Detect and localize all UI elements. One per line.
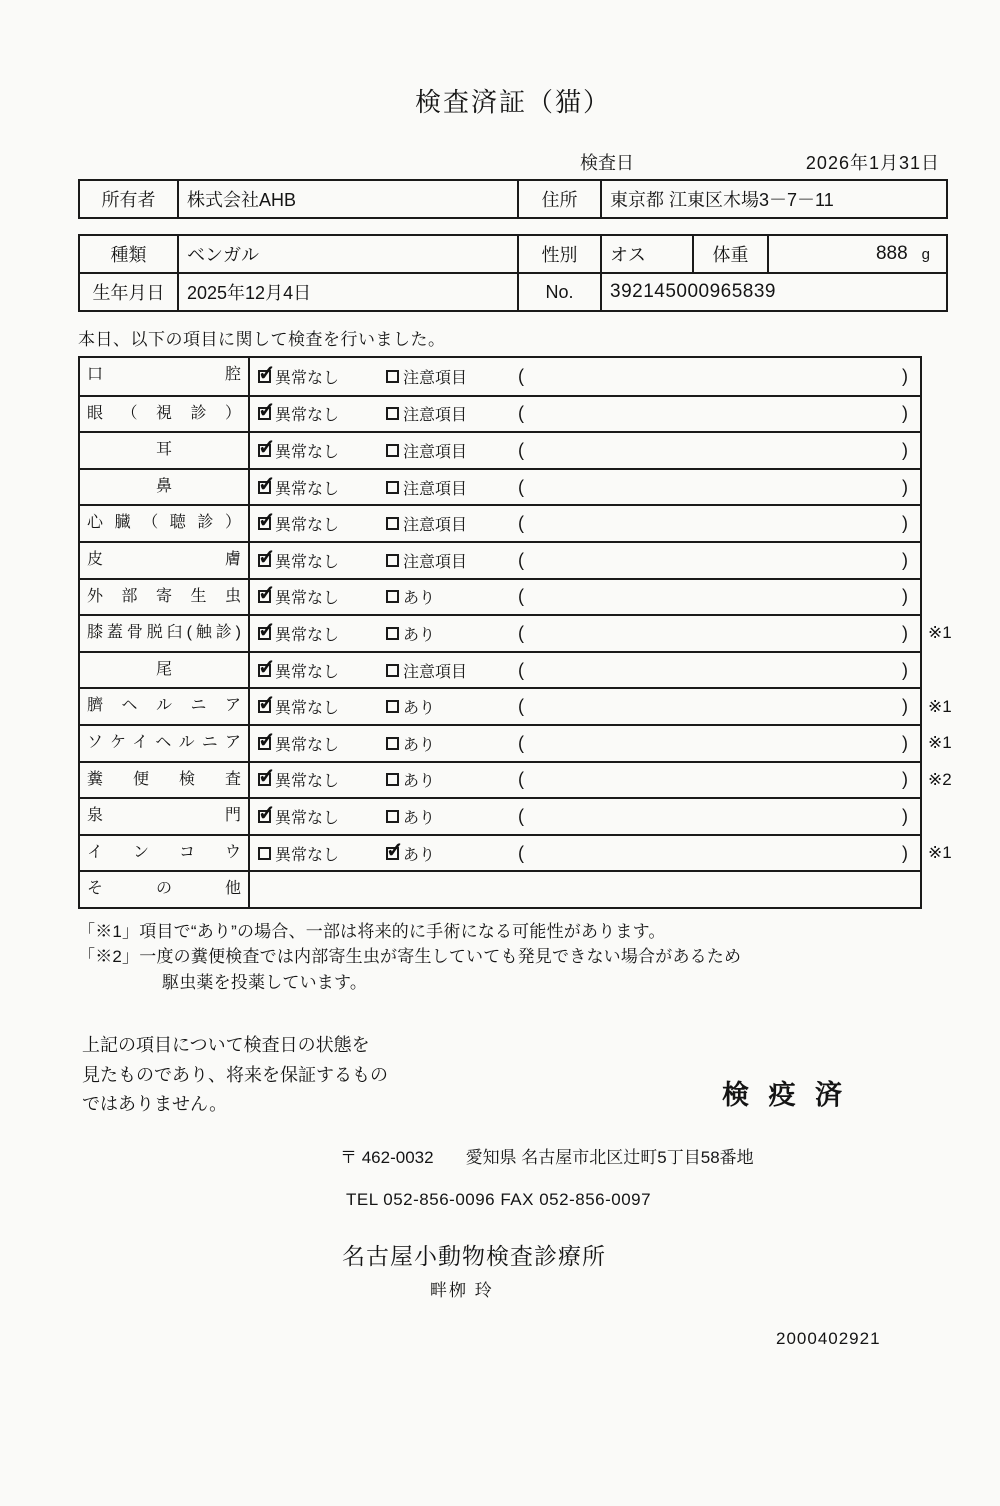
checkbox-icon[interactable] [258,700,271,713]
inspection-item-name: 口腔 [80,358,250,395]
notes-block [78,919,948,996]
inspection-item-name: 耳 [80,433,250,468]
option-label: あり [403,773,436,791]
option-flag [386,549,518,572]
disclaimer-line-1: 上記の項目について検査日の状態を [82,1035,370,1056]
paren-open: ( [518,476,524,497]
ref-mark: ※1 [928,843,952,863]
owner-label: 所有者 [101,190,156,210]
option-label: 注意項目 [403,663,468,681]
inspection-item-options [250,689,920,724]
option-flag [386,402,518,425]
disclaimer-line-2: 見たものであり、将来を保証するもの [82,1064,388,1085]
serial-number: 2000402921 [776,1328,881,1348]
inspection-row [80,358,920,395]
option-label: 異常なし [275,700,340,718]
inspection-date-row [78,149,948,173]
inspection-item-options [250,358,920,395]
inspection-item-options [250,653,920,688]
option-flag [386,365,518,388]
inspection-row [80,797,920,834]
inspection-item-name: 尾 [80,653,250,688]
owner-value: 株式会社AHB [177,181,517,217]
inspection-row [80,687,952,724]
checkbox-icon[interactable] [386,737,399,750]
paren-open: ( [518,622,524,643]
intro-text: 本日、以下の項目に関して検査を行いました。 [78,330,446,349]
option-flag [386,622,518,645]
option-flag [386,439,518,462]
option-flag [386,659,518,682]
ref-mark: ※1 [928,623,952,643]
weight-value [767,236,946,272]
inspection-row [80,395,920,432]
ref-mark: ※2 [928,769,952,789]
paren-open: ( [518,805,524,826]
option-label: 注意項目 [403,443,468,461]
inspection-item-options [250,872,920,907]
checkbox-icon[interactable] [386,590,399,603]
checkbox-icon[interactable] [386,444,399,457]
sex-label: 性別 [517,236,600,272]
option-normal [258,512,386,535]
tel-line: TEL 052-856-0096 FAX 052-856-0097 [346,1189,652,1209]
option-normal [258,365,386,388]
checkbox-icon[interactable] [386,847,399,860]
option-flag [386,476,518,499]
paren-close: ) [902,622,908,643]
option-flag [386,768,518,791]
disclaimer-line-3: ではありません。 [82,1093,228,1114]
address-label: 住所 [517,181,600,217]
paren-close: ) [902,365,908,386]
inspection-row [80,614,952,651]
option-label: あり [403,736,436,754]
checkbox-icon[interactable] [258,554,271,567]
option-label: 異常なし [275,480,340,498]
inspection-item-options [250,836,920,871]
paren-open: ( [518,586,524,607]
inspection-item-options [250,506,920,541]
checkbox-icon[interactable] [258,773,271,786]
bottom-row [78,1031,948,1118]
paren-open: ( [518,696,524,717]
animal-info-table [78,234,948,312]
no-label: No. [517,274,600,310]
option-label: 注意項目 [403,517,468,535]
address-value: 東京都 江東区木場3－7－11 [600,181,946,217]
option-label: 異常なし [275,809,340,827]
inspection-item-name: 心臓（聴診） [80,506,250,541]
vet-name: 畔栁 玲 [430,1280,494,1300]
paren-close: ) [902,696,908,717]
option-label: あり [403,809,436,827]
inspection-item-options [250,726,920,761]
inspection-item-name: ソケイヘルニア [80,726,250,761]
option-label: あり [403,626,436,644]
checkbox-icon[interactable] [258,444,271,457]
option-normal [258,805,386,828]
inspection-row [80,724,952,761]
inspection-item-options [250,433,920,468]
option-label: 注意項目 [403,407,468,425]
option-label: 異常なし [275,443,340,461]
inspection-row [80,504,920,541]
checkbox-icon[interactable] [386,700,399,713]
weight-label: 体重 [692,236,767,272]
ref-mark: ※1 [928,733,952,753]
postal-code: 〒 462-0032 [340,1147,434,1167]
checkbox-icon[interactable] [386,554,399,567]
checkbox-icon[interactable] [258,627,271,640]
option-normal [258,695,386,718]
option-normal [258,768,386,791]
inspection-row [80,761,952,798]
checkbox-icon[interactable] [386,481,399,494]
checkbox-icon[interactable] [386,407,399,420]
inspection-item-options [250,616,920,651]
paren-open: ( [518,659,524,680]
paren-close: ) [902,842,908,863]
paren-close: ) [902,439,908,460]
checkbox-icon[interactable] [258,590,271,603]
inspection-item-name: 皮膚 [80,543,250,578]
paren-open: ( [518,365,524,386]
option-label: 異常なし [275,553,340,571]
option-normal [258,439,386,462]
option-flag [386,585,518,608]
checkbox-icon[interactable] [386,370,399,383]
checkbox-icon[interactable] [258,407,271,420]
checkbox-icon[interactable] [386,664,399,677]
option-flag [386,512,518,535]
paren-close: ) [902,476,908,497]
paren-close: ) [902,732,908,753]
paren-close: ) [902,805,908,826]
postal-line [340,1143,948,1168]
checkbox-icon[interactable] [258,847,271,860]
paren-open: ( [518,732,524,753]
option-label: 異常なし [275,369,340,387]
page-title: 検査済証（猫） [414,87,611,117]
clinic-address: 愛知県 名古屋市北区辻町5丁目58番地 [465,1147,754,1167]
inspection-row [80,870,920,907]
inspection-item-name: その他 [80,872,250,907]
option-normal [258,402,386,425]
quarantine-stamp: 検 疫 済 [721,1080,848,1111]
option-label: 異常なし [275,773,340,791]
weight-unit: g [921,245,930,263]
option-label: 異常なし [275,663,340,681]
inspection-date-label: 検査日 [580,153,634,173]
paren-open: ( [518,769,524,790]
inspection-item-name: 糞便検査 [80,763,250,798]
paren-close: ) [902,549,908,570]
option-label: あり [403,590,436,608]
owner-table [78,179,948,219]
option-normal [258,622,386,645]
note-line-3: 駆虫薬を投薬しています。 [162,972,368,992]
checkbox-icon[interactable] [258,810,271,823]
paren-open: ( [518,403,524,424]
checkbox-icon[interactable] [258,664,271,677]
checkbox-icon[interactable] [258,481,271,494]
disclaimer-block [82,1031,388,1118]
paren-close: ) [902,513,908,534]
option-normal [258,585,386,608]
checkbox-icon[interactable] [386,773,399,786]
option-label: 異常なし [275,736,340,754]
inspection-item-options [250,543,920,578]
option-normal [258,549,386,572]
option-label: 異常なし [275,590,340,608]
inspection-item-options [250,397,920,432]
paren-open: ( [518,549,524,570]
paren-close: ) [902,659,908,680]
inspection-item-options [250,799,920,834]
option-normal [258,732,386,755]
checkbox-icon[interactable] [386,627,399,640]
inspection-row [80,431,920,468]
certificate-page [0,82,1000,1349]
birth-label: 生年月日 [92,283,165,303]
option-label: あり [403,846,436,864]
inspection-row [80,834,952,871]
option-normal [258,476,386,499]
option-label: 異常なし [275,407,340,425]
option-label: 注意項目 [403,480,468,498]
checkbox-icon[interactable] [386,517,399,530]
option-flag [386,842,518,865]
option-label: 異常なし [275,846,340,864]
note-line-2: 「※2」一度の糞便検査では内部寄生虫が寄生していても発見できない場合があるため [78,947,742,967]
paren-close: ) [902,586,908,607]
inspection-item-name: 臍ヘルニア [80,689,250,724]
option-label: あり [403,700,436,718]
ref-mark: ※1 [928,696,952,716]
inspection-row [80,541,920,578]
inspection-item-name: 外部寄生虫 [80,580,250,615]
paren-close: ) [902,403,908,424]
clinic-name: 名古屋小動物検査診療所 [342,1242,606,1269]
inspection-item-name: 眼（視診） [80,397,250,432]
checkbox-icon[interactable] [258,517,271,530]
inspection-date-value: 2026年1月31日 [805,153,940,173]
weight-number: 888 [875,243,908,264]
inspection-item-name: 膝蓋骨脱臼(触診) [80,616,250,651]
option-label: 注意項目 [403,369,468,387]
inspection-item-options [250,763,920,798]
option-flag [386,805,518,828]
inspection-item-options [250,470,920,505]
option-normal [258,842,386,865]
note-line-1: 「※1」項目で“あり”の場合、一部は将来的に手術になる可能性があります。 [78,921,666,941]
paren-open: ( [518,439,524,460]
breed-label: 種類 [110,245,147,265]
paren-open: ( [518,842,524,863]
option-flag [386,695,518,718]
inspection-item-name: インコウ [80,836,250,871]
breed-value: ベンガル [177,236,517,272]
checkbox-icon[interactable] [258,370,271,383]
inspection-item-name: 泉門 [80,799,250,834]
paren-open: ( [518,513,524,534]
option-normal [258,659,386,682]
no-value: 392145000965839 [600,274,946,310]
option-flag [386,732,518,755]
inspection-row [80,468,920,505]
inspection-row [80,651,920,688]
inspection-table [78,356,952,909]
paren-close: ) [902,769,908,790]
option-label: 異常なし [275,626,340,644]
inspection-row [80,578,920,615]
sex-value: オス [600,236,692,272]
checkbox-icon[interactable] [386,810,399,823]
option-label: 注意項目 [403,553,468,571]
checkbox-icon[interactable] [258,737,271,750]
option-label: 異常なし [275,517,340,535]
inspection-item-options [250,580,920,615]
birth-value: 2025年12月4日 [177,274,517,310]
inspection-item-name: 鼻 [80,470,250,505]
